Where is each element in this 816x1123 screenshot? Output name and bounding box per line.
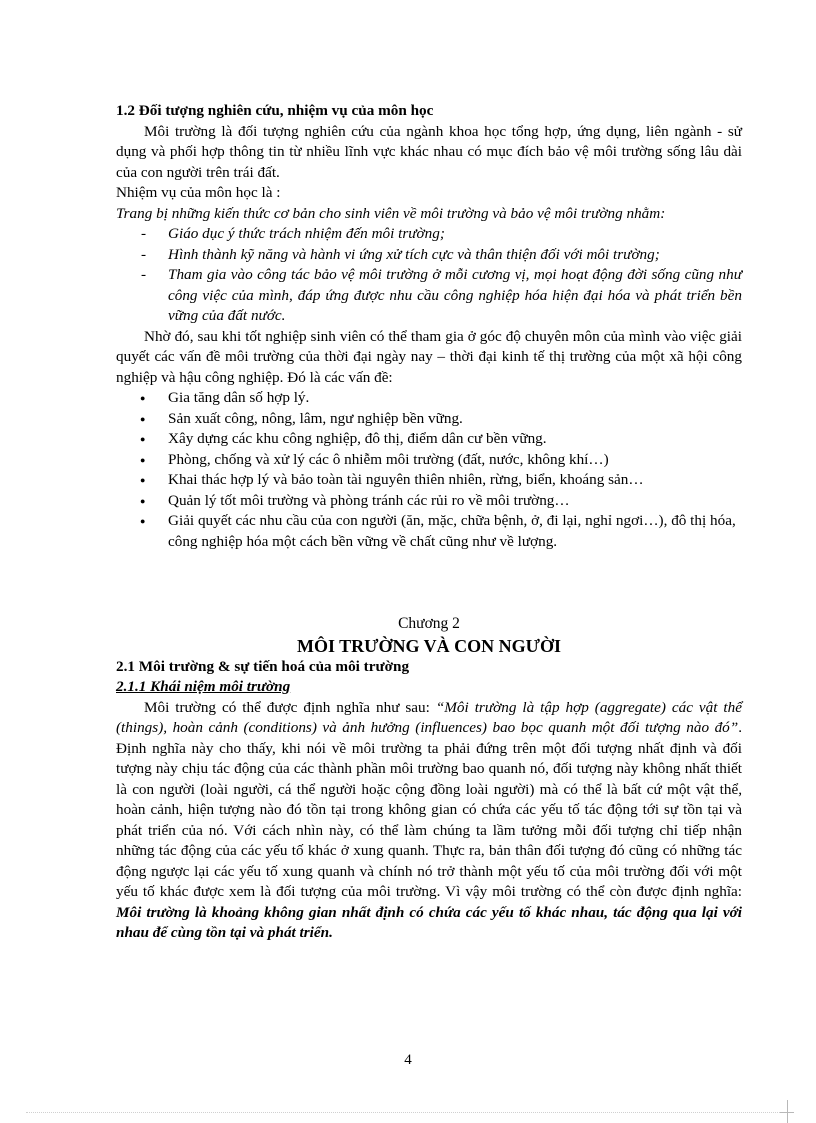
dash-list-item: - Hình thành kỹ năng và hành vi ứng xử tích cực và thân thiện đối với môi trường; <box>168 245 742 266</box>
bullet-list-item: ● Giải quyết các nhu cầu của con người (ăn, mặc, chữa bệnh, ở, đi lại, nghỉ ngơi…), đô thị hóa, công nghiệp hóa một cách bền vững về chất cũng như về lượng. <box>168 511 742 552</box>
section-heading-1-2: 1.2 Đối tượng nghiên cứu, nhiệm vụ của môn học <box>116 102 434 119</box>
chapter-title: MÔI TRƯỜNG VÀ CON NGƯỜI <box>296 635 561 656</box>
bullet-list-item: ● Gia tăng dân số hợp lý. <box>168 388 742 409</box>
crop-mark <box>780 1112 794 1113</box>
definition-lead: Môi trường có thể được định nghĩa như sau: <box>144 698 436 716</box>
after-list-paragraph: Nhờ đó, sau khi tốt nghiệp sinh viên có thể tham gia ở góc độ chuyên môn của mình vào việc giải quyết các vấn đề môi trường của thời đại ngày nay – thời đại kinh tế thị trường của một xã hội công nghiệp và hậu công nghiệp. Đó là các vấn đề: <box>116 327 742 386</box>
definition-emphasis: Môi trường là khoảng không gian nhất định có chứa các yếu tố khác nhau, tác động qua lại với nhau để cùng tồn tại và phát triển. <box>116 903 742 941</box>
definition-quote: “Môi trường là tập hợp (aggregate) các vật thể (things), hoàn cảnh (conditions) và ảnh hưởng (influences) bao bọc quanh một đối tượng nào đó” <box>116 698 742 736</box>
page-number: 4 <box>404 1052 412 1068</box>
dash-list-item: - Tham gia vào công tác bảo vệ môi trường ở mỗi cương vị, mọi hoạt động đời sống cũng như công việc của mình, đáp ứng được nhu cầu công nghiệp hóa hiện đại hóa và phát triển bền vững của đất nước. <box>168 265 742 327</box>
subsection-heading-2-1-1: 2.1.1 Khái niệm môi trường <box>116 678 291 695</box>
dash-list-item: - Giáo dục ý thức trách nhiệm đến môi trường; <box>168 224 742 245</box>
page-content <box>116 101 742 944</box>
chapter-header <box>116 614 742 657</box>
section-heading-2-1: 2.1 Môi trường & sự tiến hoá của môi trường <box>116 657 410 675</box>
dash-list <box>116 224 742 327</box>
bullet-list-item: ● Sản xuất công, nông, lâm, ngư nghiệp bền vững. <box>168 409 742 430</box>
bullet-list-item: ● Quản lý tốt môi trường và phòng tránh các rủi ro về môi trường… <box>168 491 742 512</box>
intro-paragraph: Môi trường là đối tượng nghiên cứu của ngành khoa học tổng hợp, ứng dụng, liên ngành - sử dụng và phối hợp thông tin từ nhiều lĩnh vực khác nhau có mục đích bảo vệ môi trường sống lâu dài của con người trên trái đất. <box>116 122 742 181</box>
chapter-label: Chương 2 <box>398 615 460 632</box>
tasks-italic-statement: Trang bị những kiến thức cơ bản cho sinh viên về môi trường và bảo vệ môi trường nhằm: <box>116 204 666 222</box>
tasks-label: Nhiệm vụ của môn học là : <box>116 184 281 201</box>
definition-body: . Định nghĩa này cho thấy, khi nói về môi trường ta phải đứng trên một đối tượng nhất định và đối tượng này chịu tác động của các thành phần môi trường bao quanh nó, đối tượng này không nhất thiết là con người (loài người, cá thể người hoặc cộng đồng loài người) mà có thể là bất cứ một vật thể, hoàn cảnh, hiện tượng nào đó tồn tại trong không gian có chứa các yếu tố tác động tới sự tồn tại và phát triển của nó. Với cách nhìn này, có thể làm chúng ta lầm tưởng mỗi đối tượng chỉ tiếp nhận những tác động của các yếu tố khác ở xung quanh. Thực ra, bản thân đối tượng đó cũng có những tác động ngược lại các yếu tố xung quanh và chính nó trở thành một yếu tố của môi trường đối với một yếu tố khác được xem là đối tượng của môi trường. Vì vậy môi trường có thể còn được định nghĩa: <box>116 719 742 900</box>
definition-paragraph <box>116 698 742 944</box>
bullet-list-item: ● Phòng, chống và xử lý các ô nhiễm môi trường (đất, nước, không khí…) <box>168 450 742 471</box>
bullet-list-item: ● Xây dựng các khu công nghiệp, đô thị, điểm dân cư bền vững. <box>168 429 742 450</box>
bullet-list-item: ● Khai thác hợp lý và bảo toàn tài nguyên thiên nhiên, rừng, biển, khoáng sản… <box>168 470 742 491</box>
bullet-list <box>116 388 742 552</box>
page-frame-line <box>26 1112 790 1113</box>
